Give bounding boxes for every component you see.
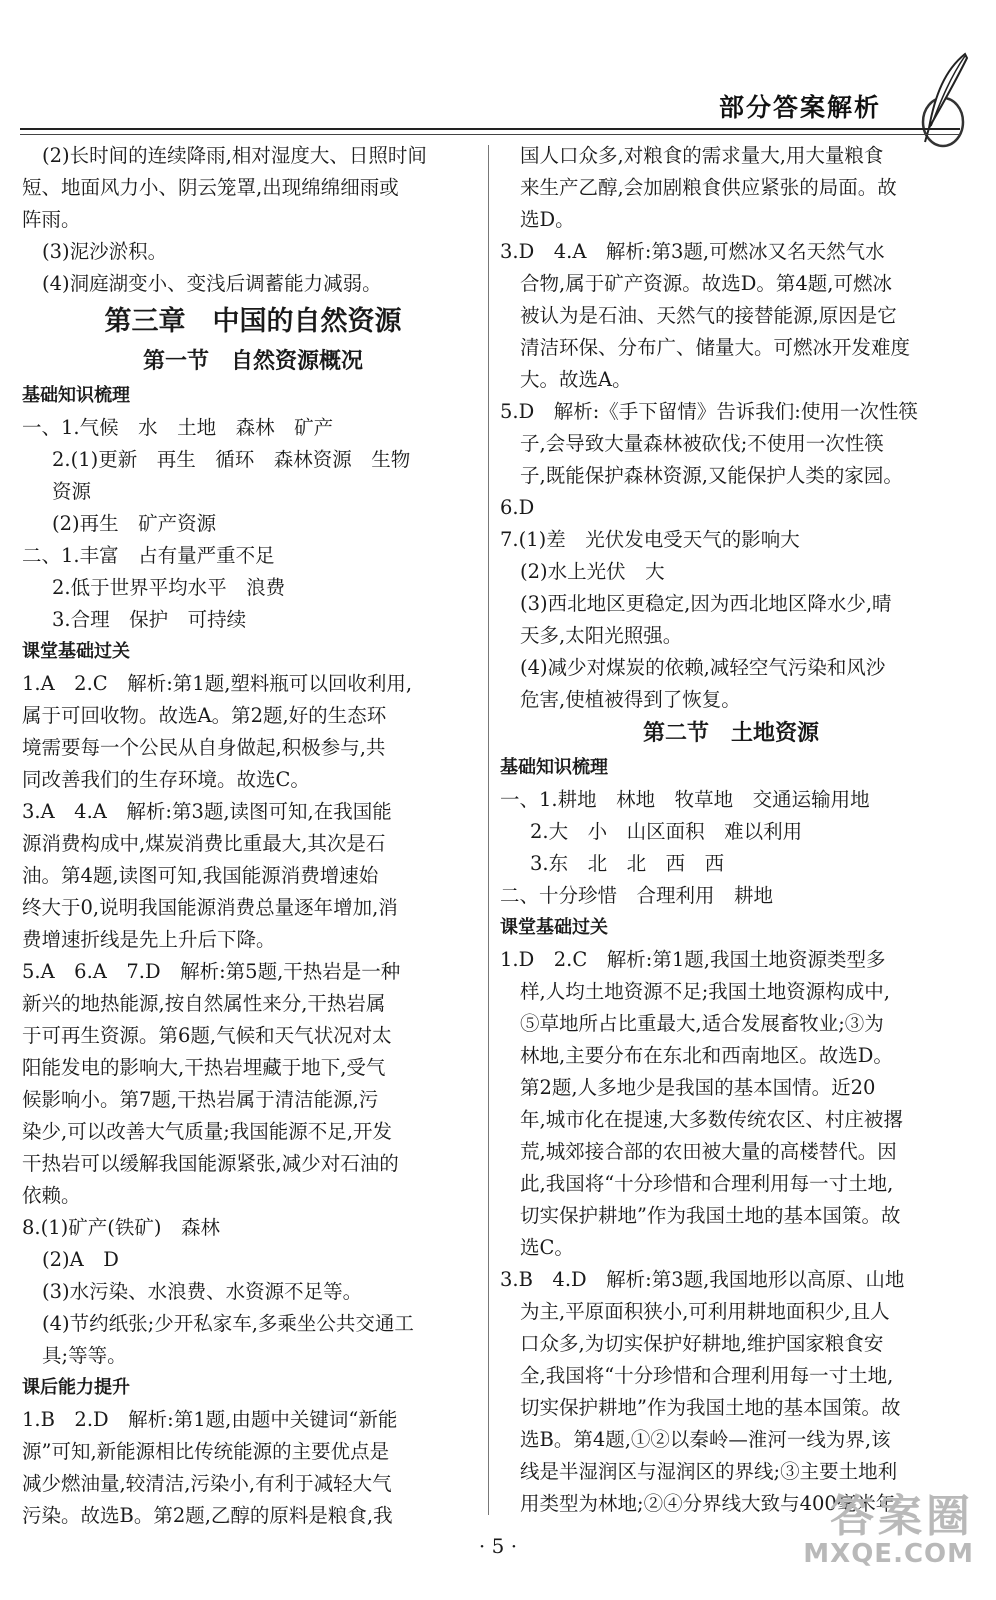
text-line: 荒,城郊接合部的农田被大量的高楼替代。因: [520, 1140, 897, 1163]
text-line: 第2题,人多地少是我国的基本国情。近20: [520, 1076, 876, 1099]
text-line: 具;等等。: [42, 1344, 127, 1367]
text-line: 1.B 2.D 解析:第1题,由题中关键词“新能: [22, 1408, 398, 1431]
text-line: 二、十分珍惜 合理利用 耕地: [500, 884, 774, 907]
text-line: 口众多,为切实保护好耕地,维护国家粮食安: [520, 1332, 884, 1355]
text-line: 于可再生资源。第6题,气候和天气状况对太: [22, 1024, 392, 1047]
text-line: 新兴的地热能源,按自然属性来分,干热岩属: [22, 992, 386, 1015]
text-line: 8.(1)矿产(铁矿) 森林: [22, 1216, 220, 1239]
text-line: 3.D 4.A 解析:第3题,可燃冰又名天然气水: [500, 240, 885, 263]
text-line: 子,会导致大量森林被砍伐;不使用一次性筷: [520, 432, 884, 455]
text-line: 5.D 解析:《手下留情》告诉我们:使用一次性筷: [500, 400, 918, 423]
text-line: 合物,属于矿产资源。故选D。第4题,可燃冰: [520, 272, 892, 295]
text-line: 被认为是石油、天然气的接替能源,原因是它: [520, 304, 897, 327]
text-line: 减少燃油量,较清洁,污染小,有利于减轻大气: [22, 1472, 392, 1495]
subsection-heading: 课堂基础过关: [500, 917, 608, 938]
text-line: 染少,可以改善大气质量;我国能源不足,开发: [22, 1120, 392, 1143]
text-line: 源消费构成中,煤炭消费比重最大,其次是石: [22, 832, 386, 855]
text-line: (2)再生 矿产资源: [52, 512, 217, 535]
text-line: 2.大 小 山区面积 难以利用: [530, 820, 803, 843]
text-line: 1.A 2.C 解析:第1题,塑料瓶可以回收利用,: [22, 672, 413, 695]
text-line: 样,人均土地资源不足;我国土地资源构成中,: [520, 980, 890, 1003]
text-line: 国人口众多,对粮食的需求量大,用大量粮食: [520, 144, 884, 167]
text-line: 切实保护耕地”作为我国土地的基本国策。故: [520, 1204, 901, 1227]
right-column: [500, 140, 962, 1520]
text-line: 天多,太阳光照强。: [520, 624, 683, 647]
text-line: 来生产乙醇,会加剧粮食供应紧张的局面。故: [520, 176, 897, 199]
text-line: 同改善我们的生存环境。故选C。: [22, 768, 310, 791]
text-line: 选D。: [520, 208, 575, 231]
text-line: 依赖。: [22, 1184, 81, 1207]
text-line: 危害,使植被得到了恢复。: [520, 688, 741, 711]
text-line: 短、地面风力小、阴云笼罩,出现绵绵细雨或: [22, 176, 399, 199]
text-line: 子,既能保护森林资源,又能保护人类的家园。: [520, 464, 903, 487]
header-rule: [20, 128, 960, 130]
subsection-heading: 基础知识梳理: [500, 757, 608, 778]
text-line: (4)洞庭湖变小、变浅后调蓄能力减弱。: [42, 272, 382, 295]
text-line: 油。第4题,读图可知,我国能源消费增速始: [22, 864, 379, 887]
text-line: 年,城市化在提速,大多数传统农区、村庄被撂: [520, 1108, 903, 1131]
text-line: 3.合理 保护 可持续: [52, 608, 247, 631]
text-line: 林地,主要分布在东北和西南地区。故选D。: [520, 1044, 893, 1067]
header-rule-thin: [20, 134, 960, 135]
watermark-sub: MXQE.COM: [803, 1539, 974, 1569]
watermark-main: 答案圈: [830, 1491, 974, 1542]
text-line: 清洁环保、分布广、储量大。可燃冰开发难度: [520, 336, 911, 359]
text-line: 境需要每一个公民从自身做起,积极参与,共: [22, 736, 386, 759]
text-line: 源”可知,新能源相比传统能源的主要优点是: [22, 1440, 390, 1463]
text-line: (4)节约纸张;少开私家车,多乘坐公共交通工: [42, 1312, 414, 1335]
text-line: 此,我国将“十分珍惜和合理利用每一寸土地,: [520, 1172, 894, 1195]
text-line: 3.东 北 北 西 西: [530, 852, 725, 875]
text-line: 干热岩可以缓解我国能源紧张,减少对石油的: [22, 1152, 399, 1175]
text-line: 1.D 2.C 解析:第1题,我国土地资源类型多: [500, 948, 886, 971]
section-title: 第二节 土地资源: [642, 721, 819, 746]
text-line: 3.B 4.D 解析:第3题,我国地形以高原、山地: [500, 1268, 905, 1291]
text-line: 用类型为林地;②④分界线大致与400毫米年: [520, 1492, 896, 1515]
text-line: 候影响小。第7题,干热岩属于清洁能源,污: [22, 1088, 379, 1111]
text-line: 2.低于世界平均水平 浪费: [52, 576, 286, 599]
subsection-heading: 基础知识梳理: [22, 385, 130, 406]
text-line: 一、1.气候 水 土地 森林 矿产: [22, 416, 334, 439]
text-line: 选B。第4题,①②以秦岭—淮河一线为界,该: [520, 1428, 891, 1451]
text-line: ⑤草地所占比重最大,适合发展畜牧业;③为: [520, 1012, 884, 1035]
text-line: 线是半湿润区与湿润区的界线;③主要土地利: [520, 1460, 898, 1483]
header-title: 部分答案解析: [718, 93, 881, 122]
text-line: (2)A D: [42, 1248, 119, 1271]
text-line: 切实保护耕地”作为我国土地的基本国策。故: [520, 1396, 901, 1419]
text-line: 资源: [52, 480, 92, 503]
page-number: · 5 ·: [478, 1534, 518, 1558]
text-line: 3.A 4.A 解析:第3题,读图可知,在我国能: [22, 800, 392, 823]
text-line: 7.(1)差 光伏发电受天气的影响大: [500, 528, 800, 551]
subsection-heading: 课堂基础过关: [22, 641, 130, 662]
text-line: 2.(1)更新 再生 循环 森林资源 生物: [52, 448, 411, 471]
column-divider: [488, 145, 489, 1515]
text-line: 一、1.耕地 林地 牧草地 交通运输用地: [500, 788, 870, 811]
text-line: (3)西北地区更稳定,因为西北地区降水少,晴: [520, 592, 892, 615]
text-line: 属于可回收物。故选A。第2题,好的生态环: [22, 704, 387, 727]
text-line: (4)减少对煤炭的依赖,减轻空气污染和风沙: [520, 656, 886, 679]
text-line: 终大于0,说明我国能源消费总量逐年增加,消: [22, 896, 398, 919]
text-line: 6.D: [500, 496, 535, 519]
text-line: 二、1.丰富 占有量严重不足: [22, 544, 275, 567]
text-line: (3)泥沙淤积。: [42, 240, 168, 263]
left-column: [22, 140, 484, 1532]
text-line: (3)水污染、水浪费、水资源不足等。: [42, 1280, 363, 1303]
text-line: 阵雨。: [22, 208, 81, 231]
page-header: [20, 0, 976, 160]
chapter-title: 第三章 中国的自然资源: [104, 306, 402, 337]
text-line: 费增速折线是先上升后下降。: [22, 928, 276, 951]
text-line: 全,我国将“十分珍惜和合理利用每一寸土地,: [520, 1364, 894, 1387]
watermark-logo: [803, 1491, 974, 1569]
quill-pen-icon: [905, 50, 971, 150]
text-line: 5.A 6.A 7.D 解析:第5题,干热岩是一种: [22, 960, 401, 983]
text-line: 污染。故选B。第2题,乙醇的原料是粮食,我: [22, 1504, 393, 1527]
text-line: (2)水上光伏 大: [520, 560, 665, 583]
text-line: 大。故选A。: [520, 368, 632, 391]
text-line: 为主,平原面积狭小,可利用耕地面积少,且人: [520, 1300, 890, 1323]
text-line: 阳能发电的影响大,干热岩埋藏于地下,受气: [22, 1056, 386, 1079]
text-line: (2)长时间的连续降雨,相对湿度大、日照时间: [42, 144, 427, 167]
section-title: 第一节 自然资源概况: [142, 349, 363, 374]
subsection-heading: 课后能力提升: [22, 1377, 130, 1398]
text-line: 选C。: [520, 1236, 574, 1259]
